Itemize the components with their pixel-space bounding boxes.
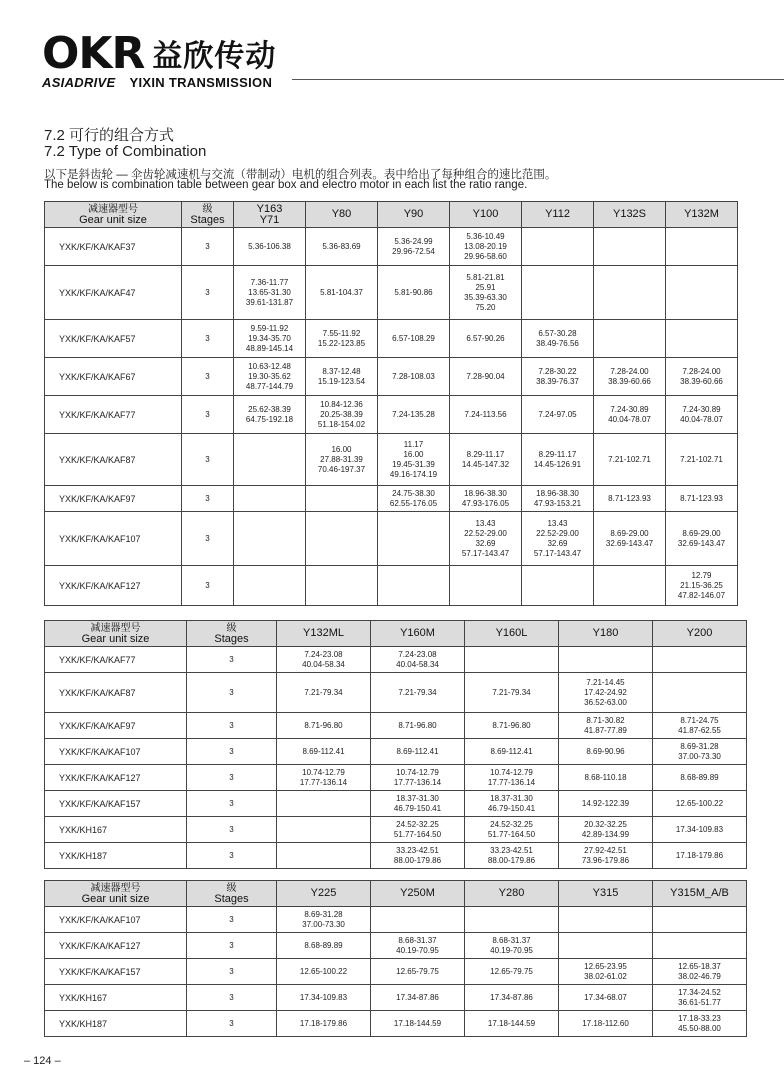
table-row <box>45 266 738 320</box>
ratio-range-cell <box>594 566 666 606</box>
gear-unit-cell: YXK/KF/KA/KAF107 <box>45 907 187 933</box>
gear-unit-cell: YXK/KF/KA/KAF87 <box>45 673 187 713</box>
table-row <box>45 739 747 765</box>
gear-unit-cell: YXK/KF/KA/KAF67 <box>45 358 182 396</box>
ratio-range-cell: 8.69-31.28 37.00-73.30 <box>653 739 747 765</box>
ratio-range-cell: 5.81-21.81 25.91 35.39-63.30 75.20 <box>450 266 522 320</box>
ratio-range-cell <box>277 817 371 843</box>
ratio-range-cell: 17.18-33.23 45.50-88.00 <box>653 1011 747 1037</box>
gear-unit-cell: YXK/KF/KA/KAF107 <box>45 512 182 566</box>
ratio-range-cell: 7.21-102.71 <box>594 434 666 486</box>
stages-cell: 3 <box>187 843 277 869</box>
ratio-range-cell: 7.36-11.77 13.65-31.30 39.61-131.87 <box>234 266 306 320</box>
table-row <box>45 434 738 486</box>
header-motor: Y160L <box>465 621 559 647</box>
ratio-range-cell: 5.36-10.49 13.08-20.19 29.96-58.60 <box>450 228 522 266</box>
ratio-range-cell: 25.62-38.39 64.75-192.18 <box>234 396 306 434</box>
ratio-range-cell: 14.92-122.39 <box>559 791 653 817</box>
header-stages <box>187 621 277 647</box>
ratio-range-cell: 8.71-123.93 <box>594 486 666 512</box>
stages-cell: 3 <box>187 713 277 739</box>
combination-table-2 <box>44 620 747 869</box>
combination-table-3 <box>44 880 747 1037</box>
ratio-range-cell: 8.69-29.00 32.69-143.47 <box>594 512 666 566</box>
ratio-range-cell: 17.34-109.83 <box>653 817 747 843</box>
gear-unit-cell: YXK/KF/KA/KAF127 <box>45 933 187 959</box>
ratio-range-cell: 10.74-12.79 17.77-136.14 <box>465 765 559 791</box>
ratio-range-cell: 17.34-109.83 <box>277 985 371 1011</box>
ratio-range-cell <box>306 486 378 512</box>
ratio-range-cell: 33.23-42.51 88.00-179.86 <box>371 843 465 869</box>
ratio-range-cell <box>378 566 450 606</box>
ratio-range-cell: 8.71-24.75 41.87-62.55 <box>653 713 747 739</box>
gear-unit-cell: YXK/KF/KA/KAF97 <box>45 713 187 739</box>
ratio-range-cell <box>522 228 594 266</box>
ratio-range-cell: 12.65-79.75 <box>371 959 465 985</box>
header-motor: Y132ML <box>277 621 371 647</box>
intro-text-cn: 以下是斜齿轮 — 伞齿轮减速机与交流（带制动）电机的组合列表。表中给出了每种组合的速比范围。 <box>44 169 557 181</box>
ratio-range-cell: 8.71-96.80 <box>465 713 559 739</box>
header-motor: Y315 <box>559 881 653 907</box>
ratio-range-cell: 18.37-31.30 46.79-150.41 <box>465 791 559 817</box>
ratio-range-cell: 7.24-23.08 40.04-58.34 <box>277 647 371 673</box>
header-motor: Y100 <box>450 202 522 228</box>
ratio-range-cell: 5.36-106.38 <box>234 228 306 266</box>
header-motor: Y200 <box>653 621 747 647</box>
ratio-range-cell: 7.28-24.00 38.39-60.66 <box>666 358 738 396</box>
ratio-range-cell: 8.69-90.96 <box>559 739 653 765</box>
header-gear-en: Gear unit size <box>81 632 150 645</box>
gear-unit-cell: YXK/KF/KA/KAF127 <box>45 765 187 791</box>
stages-cell: 3 <box>187 907 277 933</box>
ratio-range-cell: 8.68-89.89 <box>277 933 371 959</box>
table-row <box>45 713 747 739</box>
stages-cell: 3 <box>187 933 277 959</box>
ratio-range-cell: 8.68-110.18 <box>559 765 653 791</box>
gear-unit-cell: YXK/KF/KA/KAF47 <box>45 266 182 320</box>
table-row <box>45 647 747 673</box>
logo-sub-name: YIXIN TRANSMISSION <box>129 75 273 90</box>
ratio-range-cell: 10.74-12.79 17.77-136.14 <box>371 765 465 791</box>
ratio-range-cell: 24.52-32.25 51.77-164.50 <box>371 817 465 843</box>
ratio-range-cell: 7.21-79.34 <box>277 673 371 713</box>
stages-cell: 3 <box>182 266 234 320</box>
logo-chinese-name: 益欣传动 <box>152 39 277 74</box>
ratio-range-cell: 10.63-12.48 19.30-35.62 48.77-144.79 <box>234 358 306 396</box>
header-stages <box>187 881 277 907</box>
ratio-range-cell: 24.52-32.25 51.77-164.50 <box>465 817 559 843</box>
table-row <box>45 907 747 933</box>
ratio-range-cell <box>594 320 666 358</box>
intro-text-en: The below is combination table between gear box and electro motor in each list the ratio range. <box>44 179 528 191</box>
stages-cell: 3 <box>187 817 277 843</box>
ratio-range-cell: 33.23-42.51 88.00-179.86 <box>465 843 559 869</box>
header-gear-cn: 减速器型号 <box>90 622 141 634</box>
table-row <box>45 566 738 606</box>
ratio-range-cell: 16.00 27.88-31.39 70.46-197.37 <box>306 434 378 486</box>
ratio-range-cell: 17.18-144.59 <box>371 1011 465 1037</box>
ratio-range-cell: 17.34-68.07 <box>559 985 653 1011</box>
stages-cell: 3 <box>187 765 277 791</box>
ratio-range-cell <box>594 228 666 266</box>
ratio-range-cell: 27.92-42.51 73.96-179.86 <box>559 843 653 869</box>
ratio-range-cell: 8.69-29.00 32.69-143.47 <box>666 512 738 566</box>
header-gear-unit-size <box>45 881 187 907</box>
brand-logo <box>42 28 277 90</box>
ratio-range-cell: 7.24-135.28 <box>378 396 450 434</box>
ratio-range-cell: 8.37-12.48 15.19-123.54 <box>306 358 378 396</box>
table-row <box>45 396 738 434</box>
ratio-range-cell: 18.96-38.30 47.93-153.21 <box>522 486 594 512</box>
ratio-range-cell: 17.18-144.59 <box>465 1011 559 1037</box>
stages-cell: 3 <box>187 673 277 713</box>
gear-unit-cell: YXK/KH167 <box>45 985 187 1011</box>
gear-unit-cell: YXK/KF/KA/KAF157 <box>45 959 187 985</box>
stages-cell: 3 <box>182 512 234 566</box>
header-stages-en: Stages <box>214 892 249 905</box>
ratio-range-cell: 8.71-123.93 <box>666 486 738 512</box>
table-row <box>45 228 738 266</box>
header-stages-en: Stages <box>214 632 249 645</box>
table-row <box>45 673 747 713</box>
table-row <box>45 791 747 817</box>
ratio-range-cell <box>465 907 559 933</box>
stages-cell: 3 <box>182 566 234 606</box>
table-row <box>45 933 747 959</box>
gear-unit-cell: YXK/KF/KA/KAF37 <box>45 228 182 266</box>
ratio-range-cell: 17.18-179.86 <box>653 843 747 869</box>
ratio-range-cell: 8.69-112.41 <box>371 739 465 765</box>
ratio-range-cell: 6.57-30.28 38.49-76.56 <box>522 320 594 358</box>
ratio-range-cell: 7.28-108.03 <box>378 358 450 396</box>
ratio-range-cell: 7.24-23.08 40.04-58.34 <box>371 647 465 673</box>
header-motor: Y225 <box>277 881 371 907</box>
ratio-range-cell: 7.28-90.04 <box>450 358 522 396</box>
ratio-range-cell <box>378 512 450 566</box>
ratio-range-cell: 9.59-11.92 19.34-35.70 48.89-145.14 <box>234 320 306 358</box>
ratio-range-cell: 7.21-102.71 <box>666 434 738 486</box>
gear-unit-cell: YXK/KF/KA/KAF97 <box>45 486 182 512</box>
ratio-range-cell: 7.28-30.22 38.39-76.37 <box>522 358 594 396</box>
ratio-range-cell <box>559 933 653 959</box>
header-stages-cn: 级 <box>202 203 213 215</box>
header-divider <box>292 79 784 80</box>
logo-wordmark: OKR <box>42 28 145 79</box>
header-stages-en: Stages <box>190 213 225 226</box>
ratio-range-cell: 7.24-97.05 <box>522 396 594 434</box>
header-gear-cn: 减速器型号 <box>90 882 141 894</box>
header-gear-unit-size <box>45 202 182 228</box>
header-motor: Y132M <box>666 202 738 228</box>
header-motor: Y112 <box>522 202 594 228</box>
table-row <box>45 320 738 358</box>
ratio-range-cell <box>234 512 306 566</box>
header-motor: Y90 <box>378 202 450 228</box>
stages-cell: 3 <box>182 320 234 358</box>
ratio-range-cell <box>306 566 378 606</box>
ratio-range-cell <box>666 320 738 358</box>
ratio-range-cell: 17.34-87.86 <box>465 985 559 1011</box>
stages-cell: 3 <box>182 486 234 512</box>
ratio-range-cell <box>653 933 747 959</box>
header-gear-cn: 减速器型号 <box>88 203 138 215</box>
ratio-range-cell: 6.57-90.26 <box>450 320 522 358</box>
header-motor: Y180 <box>559 621 653 647</box>
ratio-range-cell: 18.96-38.30 47.93-176.05 <box>450 486 522 512</box>
ratio-range-cell: 17.34-24.52 36.61-51.77 <box>653 985 747 1011</box>
stages-cell: 3 <box>187 1011 277 1037</box>
header-gear-en: Gear unit size <box>81 892 150 905</box>
ratio-range-cell <box>522 266 594 320</box>
gear-unit-cell: YXK/KF/KA/KAF57 <box>45 320 182 358</box>
ratio-range-cell <box>653 673 747 713</box>
ratio-range-cell: 8.68-31.37 40.19-70.95 <box>371 933 465 959</box>
ratio-range-cell: 8.69-31.28 37.00-73.30 <box>277 907 371 933</box>
ratio-range-cell: 7.55-11.92 15.22-123.85 <box>306 320 378 358</box>
ratio-range-cell: 8.69-112.41 <box>465 739 559 765</box>
ratio-range-cell: 7.21-14.45 17.42-24.92 36.52-63.00 <box>559 673 653 713</box>
ratio-range-cell: 8.68-89.89 <box>653 765 747 791</box>
header-gear-en: Gear unit size <box>79 213 147 226</box>
ratio-range-cell: 20.32-32.25 42.89-134.99 <box>559 817 653 843</box>
ratio-range-cell: 12.65-100.22 <box>653 791 747 817</box>
section-title-en: 7.2 Type of Combination <box>44 143 207 160</box>
combination-table-1 <box>44 201 738 606</box>
ratio-range-cell <box>653 907 747 933</box>
stages-cell: 3 <box>187 647 277 673</box>
ratio-range-cell <box>306 512 378 566</box>
gear-unit-cell: YXK/KF/KA/KAF157 <box>45 791 187 817</box>
ratio-range-cell: 5.81-90.86 <box>378 266 450 320</box>
ratio-range-cell: 10.84-12.36 20.25-38.39 51.18-154.02 <box>306 396 378 434</box>
header-motor: Y80 <box>306 202 378 228</box>
ratio-range-cell <box>234 566 306 606</box>
ratio-range-cell <box>666 266 738 320</box>
header-motor: Y160M <box>371 621 465 647</box>
page-number: – 124 – <box>24 1055 61 1067</box>
ratio-range-cell <box>277 791 371 817</box>
stages-cell: 3 <box>187 985 277 1011</box>
ratio-range-cell: 7.21-79.34 <box>465 673 559 713</box>
ratio-range-cell <box>653 647 747 673</box>
ratio-range-cell <box>371 907 465 933</box>
ratio-range-cell: 8.29-11.17 14.45-147.32 <box>450 434 522 486</box>
ratio-range-cell <box>234 486 306 512</box>
logo-sub-brand: ASIADRIVE <box>42 75 116 90</box>
ratio-range-cell: 12.65-100.22 <box>277 959 371 985</box>
table-row <box>45 486 738 512</box>
ratio-range-cell: 5.81-104.37 <box>306 266 378 320</box>
table-row <box>45 512 738 566</box>
gear-unit-cell: YXK/KH187 <box>45 843 187 869</box>
table-row <box>45 358 738 396</box>
ratio-range-cell: 24.75-38.30 62.55-176.05 <box>378 486 450 512</box>
ratio-range-cell: 8.29-11.17 14.45-126.91 <box>522 434 594 486</box>
ratio-range-cell: 8.68-31.37 40.19-70.95 <box>465 933 559 959</box>
header-motor: Y250M <box>371 881 465 907</box>
ratio-range-cell: 12.65-18.37 38.02-46.79 <box>653 959 747 985</box>
ratio-range-cell <box>559 647 653 673</box>
gear-unit-cell: YXK/KF/KA/KAF127 <box>45 566 182 606</box>
stages-cell: 3 <box>182 396 234 434</box>
gear-unit-cell: YXK/KF/KA/KAF107 <box>45 739 187 765</box>
stages-cell: 3 <box>187 959 277 985</box>
table-row <box>45 843 747 869</box>
ratio-range-cell <box>465 647 559 673</box>
ratio-range-cell: 18.37-31.30 46.79-150.41 <box>371 791 465 817</box>
ratio-range-cell: 6.57-108.29 <box>378 320 450 358</box>
gear-unit-cell: YXK/KF/KA/KAF77 <box>45 647 187 673</box>
table-row <box>45 959 747 985</box>
header-stages <box>182 202 234 228</box>
gear-unit-cell: YXK/KH187 <box>45 1011 187 1037</box>
ratio-range-cell: 5.36-83.69 <box>306 228 378 266</box>
ratio-range-cell: 5.36-24.99 29.96-72.54 <box>378 228 450 266</box>
ratio-range-cell <box>450 566 522 606</box>
gear-unit-cell: YXK/KF/KA/KAF87 <box>45 434 182 486</box>
header-motor: Y132S <box>594 202 666 228</box>
ratio-range-cell: 17.34-87.86 <box>371 985 465 1011</box>
ratio-range-cell <box>522 566 594 606</box>
ratio-range-cell: 7.28-24.00 38.39-60.66 <box>594 358 666 396</box>
stages-cell: 3 <box>187 791 277 817</box>
section-title-cn: 7.2 可行的组合方式 <box>44 127 175 144</box>
header-stages-cn: 级 <box>226 622 237 634</box>
ratio-range-cell: 12.79 21.15-36.25 47.82-146.07 <box>666 566 738 606</box>
table-row <box>45 985 747 1011</box>
ratio-range-cell: 8.69-112.41 <box>277 739 371 765</box>
ratio-range-cell: 7.24-30.89 40.04-78.07 <box>666 396 738 434</box>
ratio-range-cell: 8.71-96.80 <box>371 713 465 739</box>
ratio-range-cell <box>559 907 653 933</box>
ratio-range-cell: 7.24-30.89 40.04-78.07 <box>594 396 666 434</box>
ratio-range-cell <box>234 434 306 486</box>
gear-unit-cell: YXK/KF/KA/KAF77 <box>45 396 182 434</box>
ratio-range-cell <box>666 228 738 266</box>
ratio-range-cell <box>594 266 666 320</box>
stages-cell: 3 <box>182 358 234 396</box>
stages-cell: 3 <box>182 434 234 486</box>
ratio-range-cell: 11.17 16.00 19.45-31.39 49.16-174.19 <box>378 434 450 486</box>
gear-unit-cell: YXK/KH167 <box>45 817 187 843</box>
ratio-range-cell: 12.65-79.75 <box>465 959 559 985</box>
ratio-range-cell: 10.74-12.79 17.77-136.14 <box>277 765 371 791</box>
header-motor: Y280 <box>465 881 559 907</box>
ratio-range-cell <box>277 843 371 869</box>
header-gear-unit-size <box>45 621 187 647</box>
ratio-range-cell: 17.18-112.60 <box>559 1011 653 1037</box>
table-row <box>45 1011 747 1037</box>
ratio-range-cell: 7.24-113.56 <box>450 396 522 434</box>
table-row <box>45 765 747 791</box>
ratio-range-cell: 8.71-30.82 41.87-77.89 <box>559 713 653 739</box>
ratio-range-cell: 13.43 22.52-29.00 32.69 57.17-143.47 <box>522 512 594 566</box>
stages-cell: 3 <box>182 228 234 266</box>
header-motor: Y163 Y71 <box>234 202 306 228</box>
header-stages-cn: 级 <box>226 882 237 894</box>
ratio-range-cell: 12.65-23.95 38.02-61.02 <box>559 959 653 985</box>
table-row <box>45 817 747 843</box>
header-motor: Y315M_A/B <box>653 881 747 907</box>
ratio-range-cell: 17.18-179.86 <box>277 1011 371 1037</box>
ratio-range-cell: 7.21-79.34 <box>371 673 465 713</box>
stages-cell: 3 <box>187 739 277 765</box>
ratio-range-cell: 13.43 22.52-29.00 32.69 57.17-143.47 <box>450 512 522 566</box>
ratio-range-cell: 8.71-96.80 <box>277 713 371 739</box>
